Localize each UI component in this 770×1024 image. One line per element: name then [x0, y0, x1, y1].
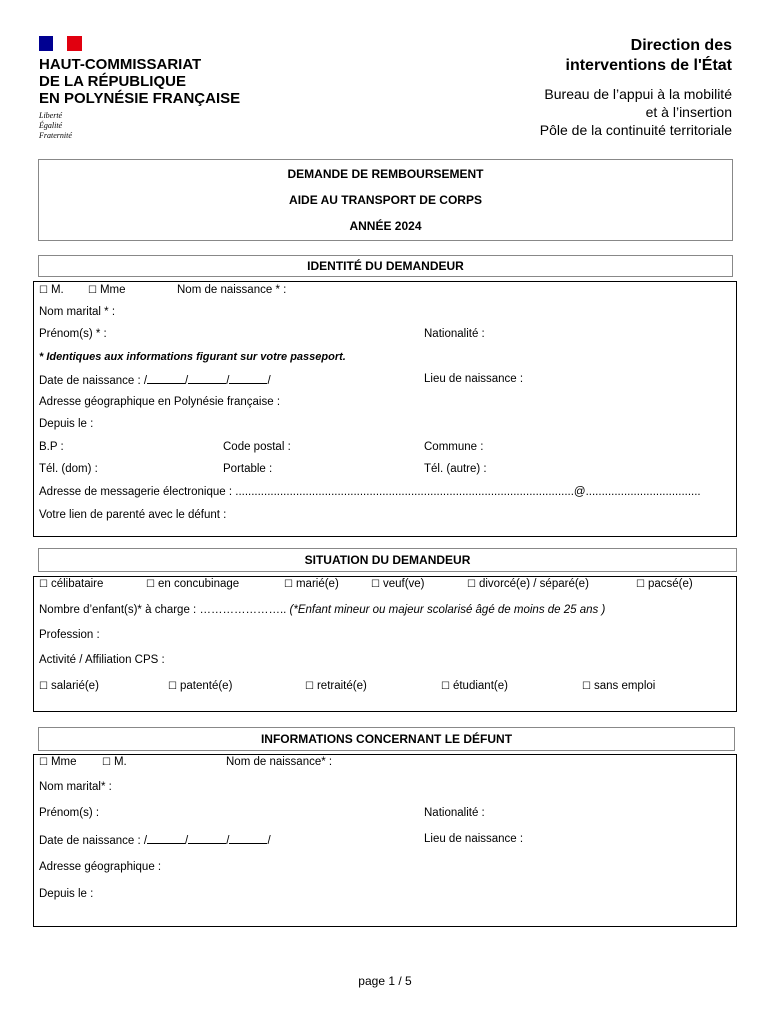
defunt-civ-mme-checkbox[interactable]: ☐ Mme	[39, 756, 77, 768]
bp-label: B.P :	[39, 441, 64, 453]
passport-note: * Identiques aux informations figurant sur votre passeport.	[39, 351, 346, 363]
motto-liberte: Liberté	[39, 111, 63, 120]
affiliation-sans-emploi-checkbox[interactable]: ☐ sans emploi	[582, 680, 656, 692]
status-veuf-checkbox[interactable]: ☐ veuf(ve)	[371, 578, 425, 590]
situation-title: SITUATION DU DEMANDEUR	[304, 553, 471, 567]
status-celibataire-checkbox[interactable]: ☐ célibataire	[39, 578, 104, 590]
defunt-civ-m-checkbox[interactable]: ☐ M.	[102, 756, 127, 768]
bureau-line-2: et à l’insertion	[645, 104, 732, 120]
direction-title-line-2: interventions de l'État	[565, 57, 732, 74]
civ-m-checkbox[interactable]: ☐ M.	[39, 284, 64, 296]
checkbox-icon: ☐	[39, 579, 48, 590]
defunt-date-naissance-field[interactable]: Date de naissance : / / / /	[39, 835, 271, 847]
org-name-line-3: EN POLYNÉSIE FRANÇAISE	[39, 90, 241, 107]
checkbox-icon: ☐	[39, 681, 48, 692]
defunt-nationalite-label: Nationalité :	[424, 807, 485, 819]
defunt-nom-naissance-label: Nom de naissance* :	[226, 756, 333, 768]
tel-dom-label: Tél. (dom) :	[39, 463, 98, 475]
civ-mme-checkbox[interactable]: ☐ Mme	[88, 284, 126, 296]
bureau-line-3: Pôle de la continuité territoriale	[539, 122, 732, 138]
form-title-line-3: ANNÉE 2024	[349, 219, 422, 233]
checkbox-icon: ☐	[467, 579, 476, 590]
portable-label: Portable :	[223, 463, 273, 475]
lien-parente-label: Votre lien de parenté avec le défunt :	[39, 509, 227, 521]
direction-title-line-1: Direction des	[630, 37, 732, 54]
nom-marital-label: Nom marital * :	[39, 306, 116, 318]
email-field[interactable]: Adresse de messagerie électronique : ..........................................................................................................@....................................	[39, 486, 701, 498]
commune-label: Commune :	[424, 441, 484, 453]
identite-title: IDENTITÉ DU DEMANDEUR	[307, 259, 464, 273]
checkbox-icon: ☐	[582, 681, 591, 692]
checkbox-icon: ☐	[371, 579, 380, 590]
affiliation-etudiant-checkbox[interactable]: ☐ étudiant(e)	[441, 680, 508, 692]
checkbox-icon: ☐	[39, 757, 48, 768]
defunt-nom-marital-label: Nom marital* :	[39, 781, 112, 793]
defunt-depuis-label: Depuis le :	[39, 888, 94, 900]
checkbox-icon: ☐	[441, 681, 450, 692]
bureau-line-1: Bureau de l’appui à la mobilité	[544, 86, 732, 102]
checkbox-icon: ☐	[305, 681, 314, 692]
code-postal-label: Code postal :	[223, 441, 291, 453]
status-concubinage-checkbox[interactable]: ☐ en concubinage	[146, 578, 240, 590]
checkbox-icon: ☐	[102, 757, 111, 768]
defunt-prenoms-label: Prénom(s) :	[39, 807, 100, 819]
profession-label: Profession :	[39, 629, 100, 641]
org-name-line-2: DE LA RÉPUBLIQUE	[39, 73, 186, 90]
prenoms-label: Prénom(s) * :	[39, 328, 107, 340]
status-pacse-checkbox[interactable]: ☐ pacsé(e)	[636, 578, 693, 590]
checkbox-icon: ☐	[284, 579, 293, 590]
affiliation-retraite-checkbox[interactable]: ☐ retraité(e)	[305, 680, 367, 692]
checkbox-icon: ☐	[39, 285, 48, 296]
checkbox-icon: ☐	[146, 579, 155, 590]
republic-logo-flag	[39, 36, 82, 51]
checkbox-icon: ☐	[636, 579, 645, 590]
date-naissance-field[interactable]: Date de naissance : / / / /	[39, 375, 271, 387]
checkbox-icon: ☐	[88, 285, 97, 296]
depuis-label: Depuis le :	[39, 418, 94, 430]
status-marie-checkbox[interactable]: ☐ marié(e)	[284, 578, 339, 590]
form-title-line-2: AIDE AU TRANSPORT DE CORPS	[289, 193, 482, 207]
tel-autre-label: Tél. (autre) :	[424, 463, 487, 475]
affiliation-patente-checkbox[interactable]: ☐ patenté(e)	[168, 680, 233, 692]
defunt-lieu-naissance-label: Lieu de naissance :	[424, 833, 524, 845]
enfants-field[interactable]: Nombre d’enfant(s)* à charge : ………………….. (*Enfant mineur ou majeur scolarisé âgé de moins de 25 ans )	[39, 604, 606, 616]
defunt-adresse-label: Adresse géographique :	[39, 861, 162, 873]
checkbox-icon: ☐	[168, 681, 177, 692]
nom-naissance-label: Nom de naissance * :	[177, 284, 287, 296]
nationalite-label: Nationalité :	[424, 328, 485, 340]
lieu-naissance-label: Lieu de naissance :	[424, 373, 524, 385]
motto-egalite: Égalité	[39, 121, 63, 130]
motto-fraternite: Fraternité	[39, 131, 72, 140]
org-name-line-1: HAUT-COMMISSARIAT	[39, 56, 202, 73]
page-number: page 1 / 5	[358, 974, 412, 988]
affiliation-salarie-checkbox[interactable]: ☐ salarié(e)	[39, 680, 99, 692]
status-divorce-checkbox[interactable]: ☐ divorcé(e) / séparé(e)	[467, 578, 589, 590]
activite-label: Activité / Affiliation CPS :	[39, 654, 165, 666]
defunt-title: INFORMATIONS CONCERNANT LE DÉFUNT	[260, 732, 513, 746]
form-title-line-1: DEMANDE DE REMBOURSEMENT	[287, 167, 484, 181]
adresse-label: Adresse géographique en Polynésie française :	[39, 396, 281, 408]
identite-section	[33, 281, 737, 537]
enfants-note: (*Enfant mineur ou majeur scolarisé âgé de moins de 25 ans )	[289, 604, 606, 616]
